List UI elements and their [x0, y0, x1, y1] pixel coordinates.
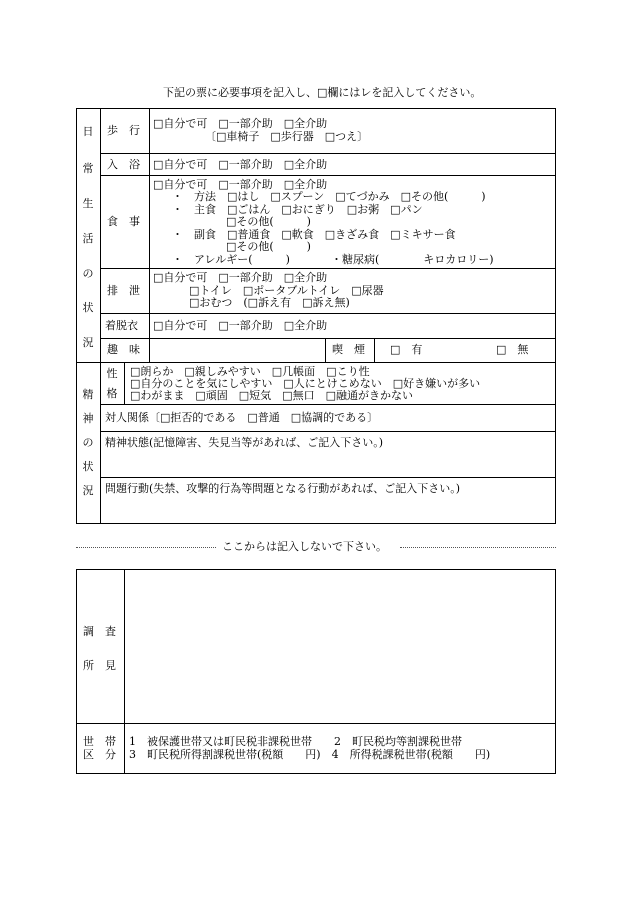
household-class-line2[interactable]: 3 町民税所得割課税世帯(税額 円) 4 所得税課税世帯(税額 円): [129, 748, 491, 761]
personality-line2[interactable]: □自分のことを気にしやすい □人にとけこめない □好き嫌いが多い: [130, 377, 481, 390]
section-title-char: 活: [82, 232, 94, 245]
relations-field[interactable]: 対人関係〔□拒否的である □普通 □協調的である〕: [105, 411, 379, 424]
survey-label-2: 所 見: [83, 659, 116, 672]
section-title-char: の: [82, 436, 94, 449]
excretion-label: 排 泄: [107, 284, 140, 297]
section-title-char: 生: [82, 197, 94, 210]
do-not-fill-text: ここからは記入しないで下さい。: [222, 540, 387, 553]
bath-options[interactable]: □自分で可 □一部介助 □全介助: [153, 158, 328, 171]
excretion-tools[interactable]: □トイレ □ポータブルトイレ □尿器: [189, 284, 384, 297]
household-label-1: 世 帯: [83, 735, 116, 748]
personality-label-char: 格: [106, 387, 118, 400]
smoking-yes[interactable]: □ 有: [390, 343, 423, 356]
hobby-label: 趣 味: [107, 343, 140, 356]
section-title-char: 況: [82, 484, 94, 497]
section-title-char: 日: [82, 125, 94, 138]
survey-label-1: 調 査: [83, 625, 116, 638]
dress-options[interactable]: □自分で可 □一部介助 □全介助: [153, 319, 328, 332]
meal-staple-other[interactable]: □その他( ): [226, 215, 311, 228]
section-title-char: 常: [82, 162, 94, 175]
section-title-char: 状: [82, 301, 94, 314]
meal-side[interactable]: ・ 副食 □普通食 □軟食 □きざみ食 □ミキサー食: [172, 228, 456, 241]
instruction-text: 下記の票に必要事項を記入し、□欄にはレを記入してください。: [163, 86, 482, 99]
walk-options[interactable]: □自分で可 □一部介助 □全介助: [153, 117, 328, 130]
household-label-2: 区 分: [83, 748, 116, 761]
meal-allergy[interactable]: ・ アレルギー( ): [172, 253, 290, 266]
dress-label: 着脱衣: [105, 319, 138, 332]
excretion-options[interactable]: □自分で可 □一部介助 □全介助: [153, 271, 328, 284]
section-title-char: 状: [82, 460, 94, 473]
meal-method[interactable]: ・ 方法 □はし □スプーン □てづかみ □その他( ): [172, 190, 486, 203]
dotted-divider-left: [76, 547, 216, 548]
walk-aids[interactable]: 〔□車椅子 □歩行器 □つえ〕: [205, 130, 369, 143]
meal-side-other[interactable]: □その他( ): [226, 240, 311, 253]
smoking-label: 喫 煙: [332, 343, 365, 356]
bath-label: 入 浴: [107, 158, 140, 171]
section-title-char: の: [82, 267, 94, 280]
meal-options[interactable]: □自分で可 □一部介助 □全介助: [153, 178, 328, 191]
personality-line1[interactable]: □朗らか □親しみやすい □几帳面 □こり性: [130, 365, 370, 378]
mental-state-field[interactable]: 精神状態(記憶障害、失見当等があれば、ご記入下さい。): [105, 436, 384, 449]
walk-label: 歩 行: [107, 124, 140, 137]
dotted-divider-right: [400, 547, 556, 548]
meal-label: 食 事: [107, 215, 140, 228]
section-title-char: 精: [82, 388, 94, 401]
problem-behavior-field[interactable]: 問題行動(失禁、攻撃的行為等問題となる行動があれば、ご記入下さい。): [105, 482, 461, 495]
meal-staple[interactable]: ・ 主食 □ごはん □おにぎり □お粥 □パン: [172, 203, 423, 216]
section-title-char: 神: [82, 412, 94, 425]
personality-label-char: 性: [106, 367, 118, 380]
personality-line3[interactable]: □わがまま □頑固 □短気 □無口 □融通がきかない: [130, 389, 413, 402]
excretion-diaper[interactable]: □おむつ (□訴え有 □訴え無): [189, 296, 350, 309]
smoking-no[interactable]: □ 無: [496, 343, 529, 356]
survey-findings-area[interactable]: [126, 571, 554, 721]
household-class-line1[interactable]: 1 被保護世帯又は町民税非課税世帯 2 町民税均等割課税世帯: [129, 735, 462, 748]
section-title-char: 況: [82, 336, 94, 349]
meal-diabetes[interactable]: ・糖尿病( キロカロリー): [331, 253, 494, 266]
